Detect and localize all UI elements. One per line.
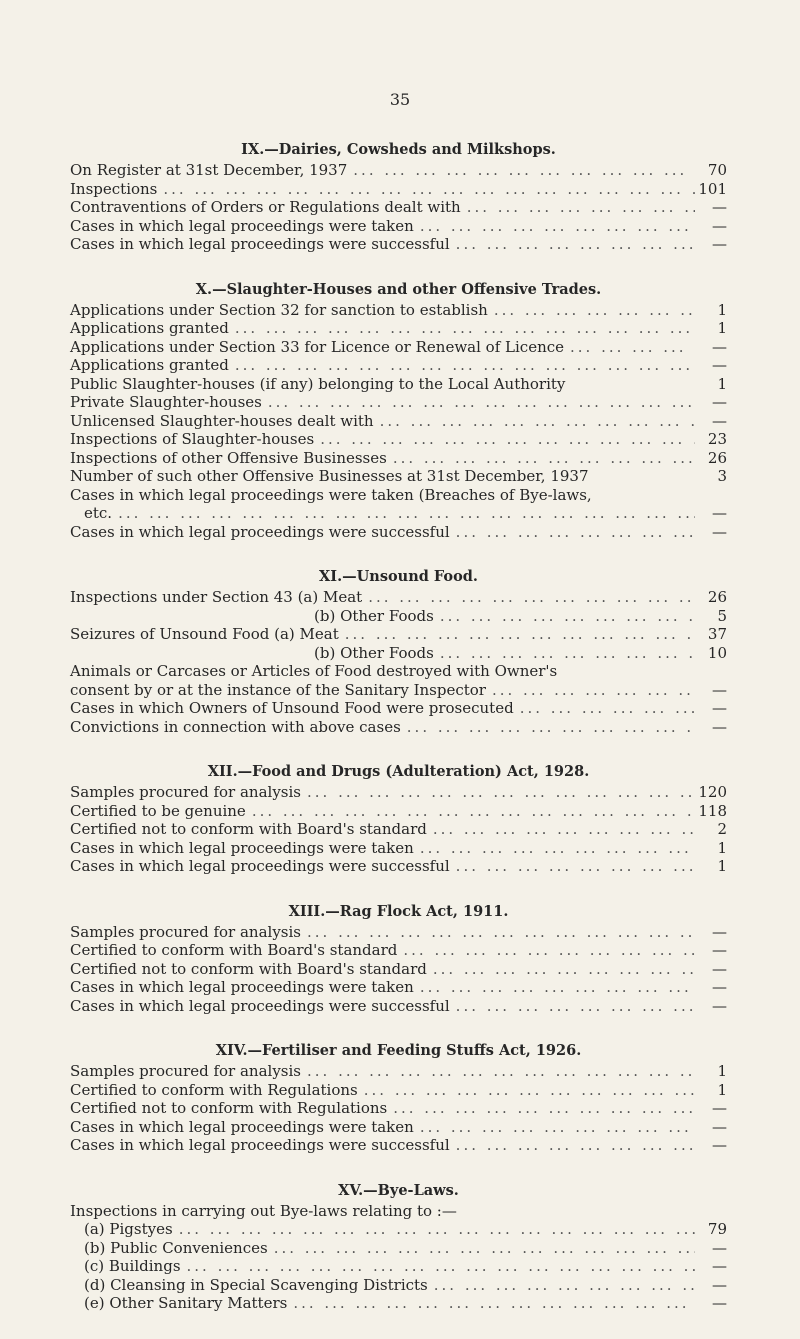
table-row	[70, 1257, 727, 1276]
table-row	[70, 1220, 727, 1239]
table-row	[70, 923, 727, 942]
row-label: Applications under Section 33 for Licence or Renewal of Licence	[70, 337, 565, 356]
section-title: XI.—Unsound Food.	[319, 568, 478, 585]
dot-leader	[229, 319, 695, 338]
dot-leader	[387, 1099, 695, 1118]
row-label: Contraventions of Orders or Regulations dealt with	[70, 198, 461, 216]
row-value: —	[712, 235, 727, 253]
dot-leader	[414, 1118, 695, 1137]
row-value: 2	[717, 820, 727, 838]
row-label: Cases in which legal proceedings were successful	[70, 235, 450, 253]
table-row	[70, 1294, 727, 1313]
row-label: (b) Other Foods	[314, 606, 434, 625]
dot-leader	[434, 607, 695, 626]
table-row	[70, 1081, 727, 1100]
table-row	[70, 301, 727, 320]
section-title: XIII.—Rag Flock Act, 1911.	[288, 902, 509, 920]
row-label: Unlicensed Slaughter-houses dealt with	[70, 411, 374, 430]
dot-leader	[387, 449, 695, 468]
dot-leader	[374, 412, 695, 431]
table-row	[70, 504, 727, 523]
dot-leader	[268, 1239, 695, 1258]
row-label: (c) Buildings	[84, 1257, 181, 1275]
row-value: 23	[707, 430, 727, 448]
row-label: Inspections of other Offensive Businesses	[70, 448, 387, 467]
row-value: —	[712, 356, 727, 374]
row-value: 1	[717, 374, 727, 393]
row-label: Animals or Carcases or Articles of Food destroyed with Owner's	[70, 662, 558, 680]
dot-leader	[450, 857, 695, 876]
table-row	[70, 839, 727, 858]
table-row	[70, 180, 727, 199]
row-label: Samples procured for analysis	[70, 922, 301, 941]
row-value: —	[712, 393, 727, 411]
row-label: Certified not to conform with Regulations	[70, 1099, 388, 1117]
table-row	[70, 356, 727, 375]
table-row	[70, 699, 727, 718]
table-row	[70, 217, 727, 236]
row-value: —	[712, 978, 727, 996]
table-row	[70, 607, 727, 626]
section-unsound-food	[70, 567, 727, 736]
table-row	[70, 486, 727, 505]
row-label: Public Slaughter-houses (if any) belonging to the Local Authority	[70, 374, 566, 393]
dot-leader	[434, 644, 695, 663]
section-dairies	[70, 140, 727, 254]
dot-leader	[157, 180, 695, 199]
row-label: Seizures of Unsound Food (a) Meat	[70, 625, 339, 643]
table-row	[70, 588, 727, 607]
dot-leader	[450, 235, 695, 254]
row-label: Cases in which legal proceedings were successful	[70, 857, 450, 875]
table-row	[70, 960, 727, 979]
row-label: Samples procured for analysis	[70, 1062, 301, 1080]
row-value: 118	[698, 801, 727, 820]
row-label: Number of such other Offensive Businesses at 31st December, 1937	[70, 467, 589, 485]
row-label: Cases in which legal proceedings were taken	[70, 978, 414, 996]
table-row	[70, 1118, 727, 1137]
dot-leader	[181, 1257, 695, 1276]
row-value: —	[712, 699, 727, 717]
table-row	[70, 1136, 727, 1155]
row-label: Samples procured for analysis	[70, 783, 301, 801]
row-label: Applications granted	[70, 319, 229, 337]
row-label: Cases in which legal proceedings were taken	[70, 216, 414, 235]
dot-leader	[339, 625, 695, 644]
table-row	[70, 467, 727, 486]
table-row	[70, 857, 727, 876]
table-row	[70, 338, 727, 357]
row-label: Applications granted	[70, 356, 229, 374]
row-label: Inspections of Slaughter-houses	[70, 430, 315, 448]
row-value: 79	[707, 1220, 727, 1238]
row-value: —	[712, 1238, 727, 1257]
section-title: X.—Slaughter-Houses and other Offensive Trades.	[195, 280, 602, 298]
page-number: 35	[389, 90, 411, 109]
table-row	[70, 412, 727, 431]
section-title: XIV.—Fertiliser and Feeding Stuffs Act, 1926.	[215, 1042, 582, 1059]
dot-leader	[358, 1081, 695, 1100]
table-row	[70, 978, 727, 997]
dot-leader	[514, 699, 695, 718]
row-label: (b) Public Conveniences	[84, 1238, 268, 1257]
dot-leader	[461, 198, 695, 217]
row-label: Inspections in carrying out Bye-laws relating to :—	[70, 1201, 457, 1220]
table-row	[70, 941, 727, 960]
row-label: Inspections under Section 43 (a) Meat	[70, 588, 363, 606]
row-label: Certified to be genuine	[70, 801, 246, 820]
dot-leader	[401, 718, 695, 737]
dot-leader	[262, 393, 695, 412]
row-value: 37	[707, 625, 727, 643]
table-row	[70, 625, 727, 644]
row-value: —	[712, 522, 727, 541]
section-fertiliser	[70, 1041, 727, 1155]
table-row	[70, 644, 727, 663]
row-value: 1	[717, 1062, 727, 1080]
table-row	[70, 681, 727, 700]
dot-leader	[564, 338, 695, 357]
table-row	[70, 1099, 727, 1118]
dot-leader	[173, 1220, 695, 1239]
row-label: (d) Cleansing in Special Scavenging Districts	[84, 1275, 428, 1294]
section-title: XII.—Food and Drugs (Adulteration) Act, 1928.	[207, 763, 590, 780]
row-label: Applications under Section 32 for sanction to establish	[70, 300, 488, 319]
dot-leader	[427, 960, 695, 979]
dot-leader	[428, 1276, 695, 1295]
row-label: consent by or at the instance of the Sanitary Inspector	[70, 680, 486, 699]
table-row	[70, 198, 727, 217]
dot-leader	[301, 923, 695, 942]
row-value: —	[712, 996, 727, 1015]
row-value: 70	[707, 161, 727, 179]
row-value: 3	[717, 467, 727, 485]
row-value: —	[712, 717, 727, 736]
row-label: Certified to conform with Board's standard	[70, 941, 398, 959]
table-row	[70, 802, 727, 821]
row-value: —	[712, 959, 727, 978]
table-row	[70, 430, 727, 449]
row-label: Convictions in connection with above cases	[70, 717, 401, 736]
row-label: Certified to conform with Regulations	[70, 1080, 358, 1099]
table-row	[70, 393, 727, 412]
dot-leader	[414, 839, 695, 858]
section-food-and-drugs	[70, 762, 727, 876]
row-label: Cases in which legal proceedings were taken	[70, 1117, 414, 1136]
row-value: —	[712, 337, 727, 356]
dot-leader	[414, 978, 695, 997]
table-row	[70, 161, 727, 180]
row-value: 1	[717, 838, 727, 857]
section-title: XV.—Bye-Laws.	[338, 1181, 459, 1199]
table-row	[70, 1239, 727, 1258]
row-value: —	[712, 1294, 727, 1312]
dot-leader	[301, 1062, 695, 1081]
dot-leader	[347, 161, 695, 180]
row-value: 26	[707, 588, 727, 606]
table-row	[70, 997, 727, 1016]
row-value: 1	[717, 1080, 727, 1099]
table-row	[70, 718, 727, 737]
row-label: Private Slaughter-houses	[70, 393, 262, 411]
row-label: Inspections	[70, 179, 158, 198]
row-label: (b) Other Foods	[314, 643, 434, 662]
row-value: 1	[717, 857, 727, 875]
dot-leader	[229, 356, 695, 375]
table-row	[70, 375, 727, 394]
row-value: 120	[698, 783, 727, 801]
dot-leader	[450, 1136, 695, 1155]
dot-leader	[414, 217, 695, 236]
dot-leader	[287, 1294, 695, 1313]
row-label: Certified not to conform with Board's standard	[70, 820, 427, 838]
section-title: IX.—Dairies, Cowsheds and Milkshops.	[241, 141, 556, 158]
table-row	[70, 449, 727, 468]
row-label: (e) Other Sanitary Matters	[84, 1294, 288, 1312]
row-label: etc.	[84, 504, 113, 522]
row-value: —	[712, 216, 727, 235]
row-value: 10	[707, 643, 727, 662]
row-value: 1	[717, 319, 727, 337]
row-value: —	[712, 1099, 727, 1117]
row-label: On Register at 31st December, 1937	[70, 161, 348, 179]
row-value: 5	[717, 606, 727, 625]
dot-leader	[246, 802, 695, 821]
dot-leader	[112, 504, 695, 523]
dot-leader	[450, 997, 695, 1016]
table-row	[70, 319, 727, 338]
row-value: 101	[698, 179, 727, 198]
row-label: Cases in which legal proceedings were successful	[70, 1136, 450, 1154]
row-value: —	[712, 411, 727, 430]
row-value: —	[712, 1117, 727, 1136]
table-row	[70, 820, 727, 839]
table-row	[70, 1202, 727, 1221]
dot-leader	[397, 941, 695, 960]
dot-leader	[486, 681, 695, 700]
row-value: 26	[707, 448, 727, 467]
row-value: —	[712, 1136, 727, 1154]
dot-leader	[362, 588, 695, 607]
row-label: Cases in which legal proceedings were successful	[70, 522, 450, 541]
row-value: —	[712, 922, 727, 941]
table-row	[70, 523, 727, 542]
row-label: Certified not to conform with Board's standard	[70, 959, 427, 978]
row-label: Cases in which legal proceedings were successful	[70, 996, 450, 1015]
row-value: —	[712, 1257, 727, 1275]
row-value: —	[712, 198, 727, 216]
row-value: —	[712, 680, 727, 699]
dot-leader	[301, 783, 695, 802]
table-row	[70, 1062, 727, 1081]
dot-leader	[314, 430, 695, 449]
section-rag-flock	[70, 902, 727, 1016]
dot-leader	[488, 301, 695, 320]
section-bye-laws	[70, 1181, 727, 1313]
row-value: —	[712, 941, 727, 959]
row-label: (a) Pigstyes	[84, 1220, 173, 1238]
table-row	[70, 1276, 727, 1295]
report-content	[70, 140, 727, 1339]
section-slaughter-houses	[70, 280, 727, 542]
table-row	[70, 662, 727, 681]
row-value: —	[712, 504, 727, 522]
table-row	[70, 783, 727, 802]
table-row	[70, 235, 727, 254]
row-label: Cases in which legal proceedings were taken (Breaches of Bye-laws,	[70, 485, 592, 504]
row-label: Cases in which Owners of Unsound Food were prosecuted	[70, 699, 514, 717]
row-label: Cases in which legal proceedings were taken	[70, 838, 414, 857]
row-value: 1	[717, 300, 727, 319]
row-value: —	[712, 1275, 727, 1294]
dot-leader	[450, 523, 695, 542]
dot-leader	[427, 820, 695, 839]
